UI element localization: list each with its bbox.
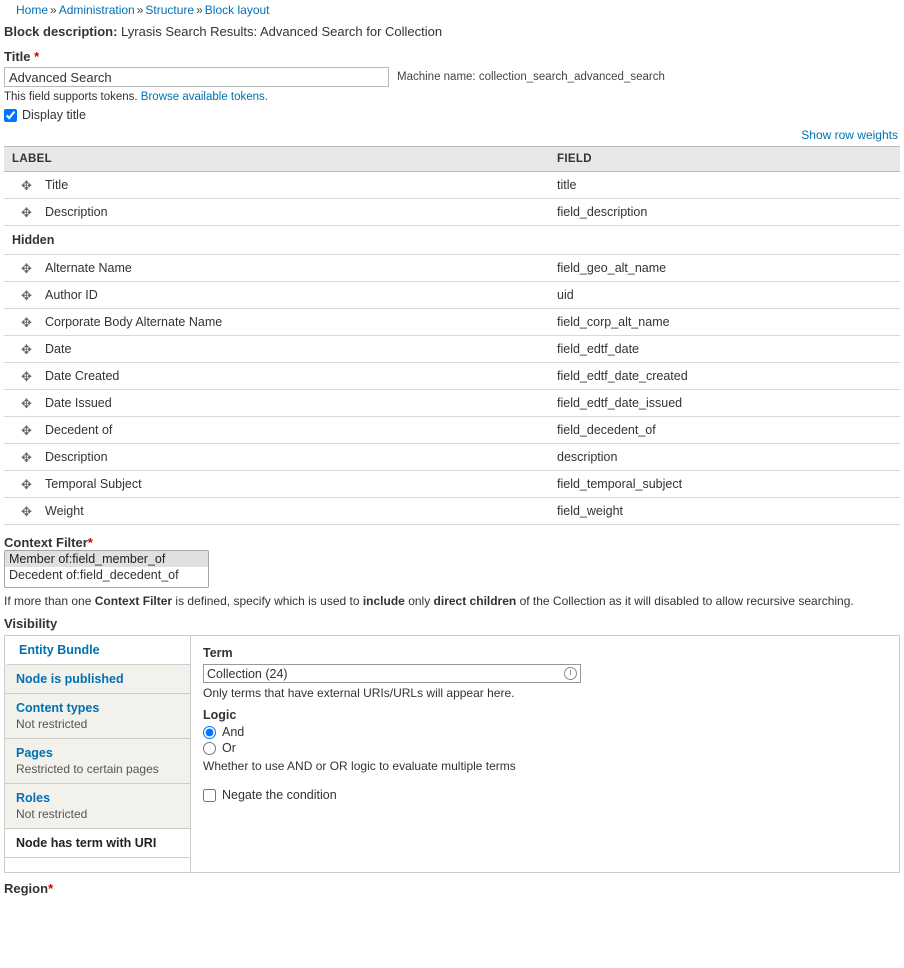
row-drag-wrapper (12, 423, 541, 437)
row-label-text: Author ID (45, 288, 98, 302)
context-filter-help (4, 588, 900, 610)
row-label-cell (4, 336, 549, 363)
term-hint: Only terms that have external URIs/URLs will appear here. (203, 686, 515, 700)
context-filter-option[interactable] (5, 567, 208, 583)
row-label-cell (4, 199, 549, 226)
row-drag-wrapper (12, 477, 541, 491)
visibility-tab-title: Entity Bundle (19, 643, 100, 657)
row-label-text: Description (45, 450, 108, 464)
table-row (4, 417, 900, 444)
term-input[interactable] (204, 665, 556, 682)
drag-handle-icon[interactable]: ✥ (21, 395, 32, 411)
breadcrumb-item-block-layout[interactable]: Block layout (204, 3, 270, 17)
visibility-tab-title: Node is published (16, 672, 124, 686)
row-field-cell: title (549, 172, 900, 199)
display-title-checkbox[interactable] (4, 109, 17, 122)
row-label-text: Alternate Name (45, 261, 132, 275)
display-title-label[interactable]: Display title (22, 108, 86, 122)
fields-table-header-row (4, 147, 900, 172)
logic-option-and[interactable] (203, 724, 887, 740)
row-label-text: Corporate Body Alternate Name (45, 315, 223, 329)
row-drag-wrapper (12, 178, 541, 192)
logic-hint: Whether to use AND or OR logic to evaluate multiple terms (203, 759, 516, 773)
token-help (4, 87, 900, 106)
column-header-label: LABEL (4, 147, 549, 172)
visibility-tab[interactable] (5, 665, 190, 694)
logic-option-or[interactable] (203, 740, 887, 756)
title-field-label (4, 45, 900, 64)
table-row (4, 199, 900, 226)
drag-handle-icon[interactable]: ✥ (21, 314, 32, 330)
breadcrumb-item-administration[interactable]: Administration (58, 3, 135, 17)
row-field-cell: field_edtf_date_issued (549, 390, 900, 417)
visibility-tab-title: Content types (16, 701, 100, 715)
row-field-cell: field_edtf_date_created (549, 363, 900, 390)
context-filter-option[interactable] (5, 551, 208, 567)
table-row (4, 336, 900, 363)
table-row (4, 390, 900, 417)
table-row (4, 255, 900, 282)
row-field-cell: uid (549, 282, 900, 309)
table-row (4, 309, 900, 336)
row-label-text: Date (45, 342, 72, 356)
drag-handle-icon[interactable]: ✥ (21, 287, 32, 303)
row-field-cell: field_edtf_date (549, 336, 900, 363)
ctx-help-p4: of the Collection as it will disabled to allow recursive searching. (516, 594, 854, 608)
visibility-tab-summary: Restricted to certain pages (16, 762, 159, 776)
block-description (4, 21, 900, 45)
fields-table (4, 146, 900, 525)
show-row-weights-link[interactable]: Show row weights (801, 128, 898, 142)
region-row-label: Hidden (4, 226, 549, 255)
row-label-text: Date Created (45, 369, 120, 383)
row-label-cell (4, 471, 549, 498)
context-filter-required-marker: * (87, 535, 93, 550)
context-filter-group (4, 525, 900, 610)
row-drag-wrapper (12, 369, 541, 383)
context-filter-label-text: Context Filter (4, 535, 88, 550)
row-field-cell: description (549, 444, 900, 471)
drag-handle-icon[interactable]: ✥ (21, 341, 32, 357)
visibility-tab[interactable] (5, 739, 190, 784)
row-drag-wrapper (12, 261, 541, 275)
table-row (4, 444, 900, 471)
drag-handle-icon[interactable]: ✥ (21, 260, 32, 276)
visibility-tab[interactable] (5, 694, 190, 739)
visibility-tab-title: Node has term with URI (16, 836, 157, 850)
ctx-help-b2: include (362, 594, 405, 608)
column-header-field: FIELD (549, 147, 900, 172)
breadcrumb-separator: » (50, 3, 57, 17)
row-label-cell (4, 444, 549, 471)
row-label-text: Decedent of (45, 423, 113, 437)
drag-handle-icon[interactable]: ✥ (21, 503, 32, 519)
visibility-tab[interactable] (5, 636, 190, 665)
ctx-help-p1: If more than one (4, 594, 95, 608)
show-row-weights-row (4, 128, 900, 146)
drag-handle-icon[interactable]: ✥ (21, 422, 32, 438)
ctx-help-b1: Context Filter (94, 594, 173, 608)
row-label-cell (4, 390, 549, 417)
logic-label: Logic (203, 708, 237, 722)
breadcrumb-item-home[interactable]: Home (16, 3, 49, 17)
row-label-text: Title (45, 178, 69, 192)
visibility-tab-summary: Not restricted (16, 807, 88, 821)
table-region-row (4, 226, 900, 255)
table-row (4, 172, 900, 199)
row-label-cell (4, 363, 549, 390)
term-autocomplete[interactable] (203, 664, 581, 683)
row-drag-wrapper (12, 315, 541, 329)
table-row (4, 282, 900, 309)
table-row (4, 498, 900, 525)
block-description-label: Block description: (4, 24, 118, 39)
logic-radio-and[interactable] (203, 726, 216, 739)
row-drag-wrapper (12, 205, 541, 219)
breadcrumb-separator: » (196, 3, 203, 17)
ctx-help-p3: only (404, 594, 434, 608)
browse-tokens-link[interactable]: Browse available tokens. (140, 91, 269, 103)
row-label-cell (4, 498, 549, 525)
visibility-tab-title: Roles (16, 791, 51, 805)
row-field-cell: field_description (549, 199, 900, 226)
block-description-value: Lyrasis Search Results: Advanced Search for Collection (121, 24, 443, 39)
row-drag-wrapper (12, 504, 541, 518)
negate-condition-label[interactable]: Negate the condition (222, 788, 337, 802)
context-filter-select[interactable] (4, 550, 209, 588)
drag-handle-icon[interactable]: ✥ (21, 177, 32, 193)
fields-table-body (4, 172, 900, 525)
drag-handle-icon[interactable]: ✥ (21, 204, 32, 220)
fields-table-head (4, 147, 900, 172)
region-row-field (549, 226, 900, 255)
row-label-cell (4, 255, 549, 282)
term-label: Term (203, 646, 233, 660)
row-label-text: Date Issued (45, 396, 112, 410)
visibility-tab-summary: Not restricted (16, 717, 88, 731)
ctx-help-p2: is defined, specify which is used to (172, 594, 363, 608)
breadcrumb-item-structure[interactable]: Structure (145, 3, 195, 17)
token-help-text: This field supports tokens. (4, 91, 138, 103)
title-required-marker: * (34, 49, 40, 64)
row-label-text: Weight (45, 504, 84, 518)
row-field-cell: field_weight (549, 498, 900, 525)
row-drag-wrapper (12, 342, 541, 356)
region-label-text: Region (4, 881, 49, 896)
ctx-help-b3: direct children (433, 594, 517, 608)
breadcrumb (4, 0, 900, 21)
row-label-text: Description (45, 205, 108, 219)
title-label-text: Title (4, 49, 31, 64)
row-field-cell: field_decedent_of (549, 417, 900, 444)
row-field-cell: field_temporal_subject (549, 471, 900, 498)
visibility-pane (191, 636, 899, 872)
negate-condition-row[interactable] (203, 781, 887, 802)
visibility-tab[interactable] (5, 829, 190, 858)
visibility-title: Visibility (4, 616, 58, 631)
row-field-cell: field_geo_alt_name (549, 255, 900, 282)
drag-handle-icon[interactable]: ✥ (21, 476, 32, 492)
autocomplete-throbber-icon (564, 667, 577, 680)
region-required-marker: * (48, 881, 54, 896)
drag-handle-icon[interactable]: ✥ (21, 368, 32, 384)
row-label-cell (4, 309, 549, 336)
row-drag-wrapper (12, 288, 541, 302)
row-label-cell (4, 282, 549, 309)
region-label (4, 873, 900, 896)
machine-name-text: Machine name: collection_search_advanced_search (397, 71, 665, 83)
negate-condition-checkbox[interactable] (203, 789, 216, 802)
row-drag-wrapper (12, 396, 541, 410)
visibility-panel (4, 635, 900, 873)
logic-label-or[interactable]: Or (222, 741, 236, 755)
drag-handle-icon[interactable]: ✥ (21, 449, 32, 465)
table-row (4, 363, 900, 390)
display-title-row (4, 106, 900, 128)
visibility-tab[interactable] (5, 784, 190, 829)
row-drag-wrapper (12, 450, 541, 464)
table-row (4, 471, 900, 498)
logic-label-and[interactable]: And (222, 725, 245, 739)
visibility-tab-title: Pages (16, 746, 53, 760)
visibility-tabs (5, 636, 191, 872)
logic-radio-or[interactable] (203, 742, 216, 755)
title-input[interactable] (4, 67, 389, 87)
title-field-row (4, 64, 900, 87)
breadcrumb-separator: » (136, 3, 144, 17)
row-label-text: Temporal Subject (45, 477, 142, 491)
row-label-cell (4, 417, 549, 444)
row-field-cell: field_corp_alt_name (549, 309, 900, 336)
context-filter-label (4, 531, 900, 550)
row-label-cell (4, 172, 549, 199)
